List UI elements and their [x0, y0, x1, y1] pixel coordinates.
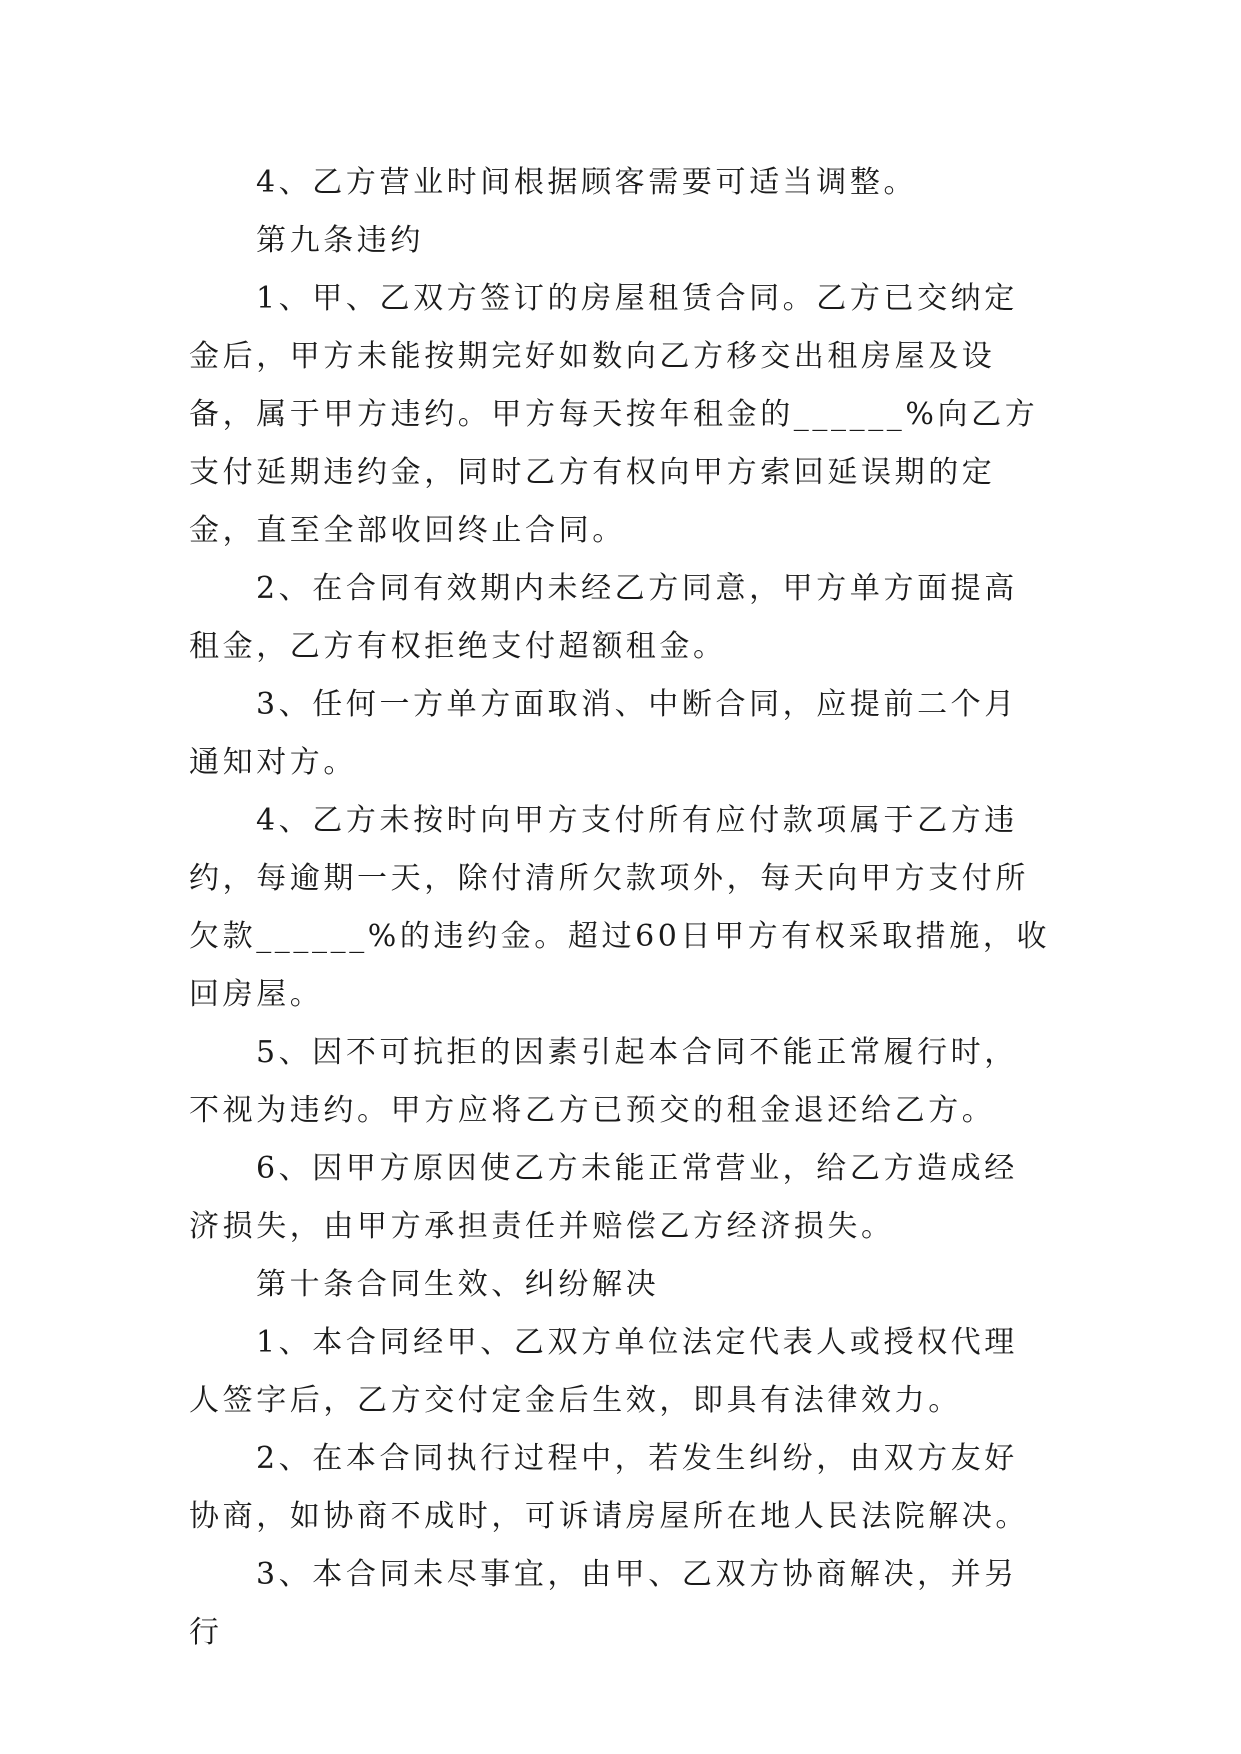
article-10-item-2: 2、在本合同执行过程中，若发生纠纷，由双方友好协商，如协商不成时，可诉请房屋所在地人民法院解决。 — [189, 1441, 1029, 1534]
article-9-heading: 第九条违约 — [256, 223, 424, 258]
article-9-item-1: 1、甲、乙双方签订的房屋租赁合同。乙方已交纳定金后，甲方未能按期完好如数向乙方移交出租房屋及设备，属于甲方违约。甲方每天按年租金的______%向乙方支付延期违约金，同时乙方有权向甲方索回延误期的定金，直至全部收回终止合同。 — [189, 281, 1039, 548]
document-body — [189, 154, 1051, 1662]
article-9-item-6: 6、因甲方原因使乙方未能正常营业，给乙方造成经济损失，由甲方承担责任并赔偿乙方经济损失。 — [189, 1151, 1018, 1244]
article-9-item-2: 2、在合同有效期内未经乙方同意，甲方单方面提高租金，乙方有权拒绝支付超额租金。 — [189, 571, 1018, 664]
article-10-item-3: 3、本合同未尽事宜，由甲、乙双方协商解决，并另行 — [189, 1557, 1018, 1650]
article-10-item-1: 1、本合同经甲、乙双方单位法定代表人或授权代理人签字后，乙方交付定金后生效，即具有法律效力。 — [189, 1325, 1018, 1418]
clause-item-4-business-hours: 4、乙方营业时间根据顾客需要可适当调整。 — [256, 165, 918, 200]
article-9-item-4: 4、乙方未按时向甲方支付所有应付款项属于乙方违约，每逾期一天，除付清所欠款项外，每天向甲方支付所欠款______%的违约金。超过60日甲方有权采取措施，收回房屋。 — [189, 803, 1051, 1012]
article-10-heading: 第十条合同生效、纠纷解决 — [256, 1267, 660, 1302]
article-9-item-5: 5、因不可抗拒的因素引起本合同不能正常履行时，不视为违约。甲方应将乙方已预交的租金退还给乙方。 — [189, 1035, 1018, 1128]
article-9-item-3: 3、任何一方单方面取消、中断合同，应提前二个月通知对方。 — [189, 687, 1018, 780]
